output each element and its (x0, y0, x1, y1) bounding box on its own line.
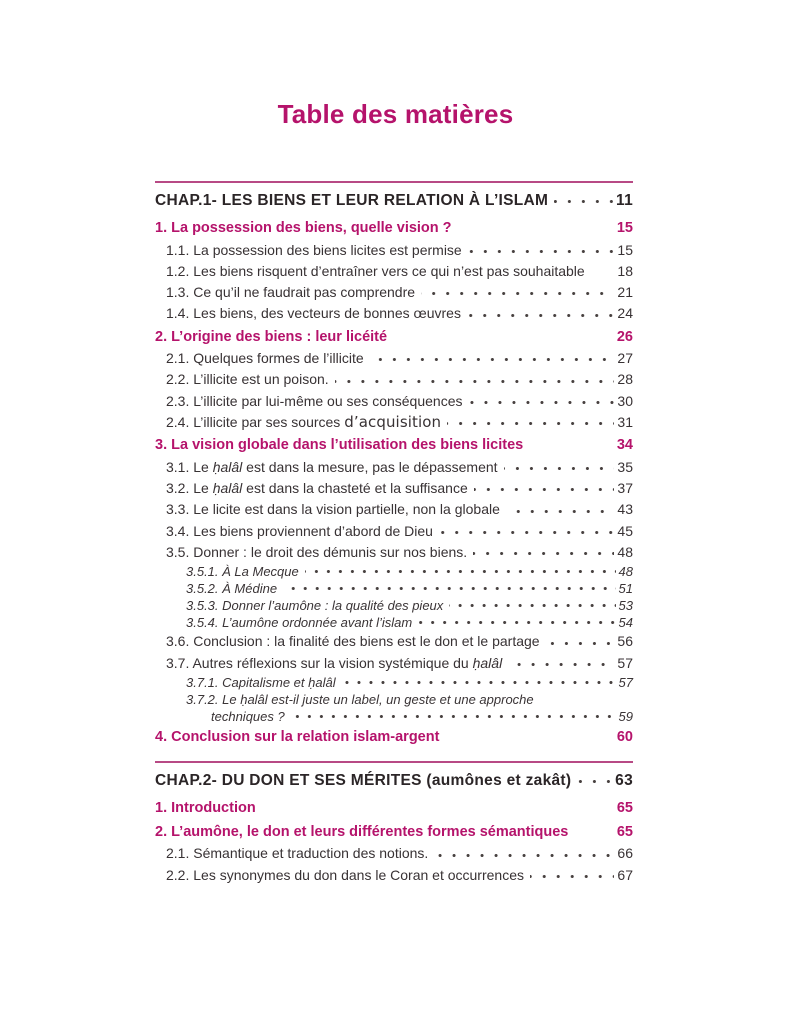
toc-entry-h2 (155, 369, 633, 390)
page-number: 11 (616, 192, 633, 209)
dot-leader (467, 309, 614, 322)
title-text-segment: 2.4. L’illicite par ses sources (166, 414, 345, 431)
toc-entry-title (155, 218, 452, 240)
dot-leader (370, 353, 615, 366)
toc-entry-h3 (155, 614, 633, 631)
page-number: 65 (616, 800, 633, 817)
toc-entry-h3 (155, 691, 633, 708)
dot-leader (546, 637, 615, 650)
toc-entry-h2 (155, 348, 633, 369)
toc-entry-title (166, 865, 524, 886)
title-text-segment: 3.6. Conclusion : la finalité des biens est le don et le partage (166, 633, 540, 650)
dot-leader (577, 775, 612, 788)
toc-entry-h2 (155, 521, 633, 542)
dot-leader (469, 396, 615, 409)
page-number: 53 (618, 598, 633, 614)
dot-leader (421, 287, 614, 300)
page-number: 54 (618, 615, 633, 631)
toc-entry-h2 (155, 282, 633, 303)
dot-leader (449, 600, 615, 611)
dot-leader (262, 804, 614, 817)
dot-leader (574, 827, 613, 840)
dot-leader (335, 375, 615, 388)
page-number: 26 (616, 328, 633, 345)
toc-entry-title (166, 303, 461, 324)
dot-leader (447, 417, 614, 430)
page-number: 34 (616, 437, 633, 454)
toc-entry-title (166, 348, 364, 369)
toc-entry-h2 (155, 865, 633, 886)
toc-entry-h3cont (155, 708, 633, 725)
toc-entry-chapter (155, 190, 633, 211)
toc-rule (155, 181, 633, 183)
title-text-segment: 3.1. Le (166, 458, 213, 475)
title-text-segment: 3.2. Le (166, 480, 213, 497)
title-text-segment: 2.3. L’illicite par lui-même ou ses conséquences (166, 392, 463, 409)
page-number: 48 (618, 564, 633, 580)
dot-leader (530, 870, 614, 883)
page-number: 37 (617, 480, 633, 497)
dot-leader (283, 583, 615, 594)
toc-entry-title (186, 597, 443, 614)
toc-entry-title (155, 770, 571, 791)
toc-entry-title (166, 457, 498, 478)
title-text-segment: 3.4. Les biens proviennent d’abord de Dieu (166, 522, 433, 539)
toc-entry-h2 (155, 542, 633, 563)
dot-leader (393, 332, 614, 345)
dot-leader (342, 677, 616, 688)
toc-entry-title (166, 369, 329, 390)
toc-entry-h1 (155, 727, 633, 749)
page-number: 31 (617, 414, 633, 431)
toc-entry-title (166, 391, 463, 412)
toc-entry-h3 (155, 580, 633, 597)
toc-entry-title (186, 563, 299, 580)
page-number: 18 (617, 262, 633, 279)
page-number: 57 (618, 674, 633, 690)
page-number: 21 (617, 284, 633, 301)
page-number: 35 (617, 458, 633, 475)
page-number: 48 (617, 544, 633, 561)
toc-entry-title (166, 542, 467, 563)
toc-entry-h1 (155, 435, 633, 457)
page-number: 56 (617, 633, 633, 650)
title-text-segment: 3.5.1. À La Mecque (186, 564, 299, 580)
title-altfont-segment: d’acquisition (344, 413, 442, 432)
dot-leader (445, 732, 613, 745)
toc-entry-title (166, 240, 462, 261)
title-text-segment: CHAP.2- DU DON ET SES MÉRITES (aumônes et zakât) (155, 772, 572, 790)
dot-leader (508, 658, 614, 671)
page-number: 65 (616, 823, 633, 840)
toc-entry-h1 (155, 218, 633, 240)
title-text-segment: est dans la chasteté et la suffisance (242, 480, 468, 497)
page-number: 15 (616, 220, 633, 236)
toc-entry-h2 (155, 412, 633, 433)
page-number: 27 (617, 350, 633, 367)
toc-entry-h2 (155, 478, 633, 499)
toc-entry-h1 (155, 798, 633, 820)
title-text-segment: 1.1. La possession des biens licites est permise (166, 241, 462, 258)
title-text-segment: techniques ? (211, 708, 285, 724)
title-text-segment: CHAP.1- LES BIENS ET LEUR RELATION À L’ISLAM (155, 192, 549, 209)
dot-leader (468, 245, 615, 258)
toc-entry-title (166, 478, 468, 499)
toc-entry-title (155, 435, 523, 457)
title-text-segment: est dans la mesure, pas le dépassement (242, 458, 498, 475)
toc-list (155, 168, 633, 886)
dot-leader (529, 441, 614, 454)
title-text-segment: 2. L’origine des biens : leur licéité (155, 328, 388, 345)
toc-entry-h1 (155, 822, 633, 844)
toc-rule (155, 761, 633, 763)
toc-entry-title (166, 843, 428, 864)
toc-entry-h2 (155, 261, 633, 282)
dot-leader (540, 694, 630, 705)
toc-entry-title (166, 653, 502, 674)
toc-entry-title (186, 691, 534, 708)
toc-entry-h2 (155, 499, 633, 520)
title-italic-segment: ḥalâl (472, 654, 503, 671)
page-number: 28 (617, 371, 633, 388)
toc-entry-h2 (155, 457, 633, 478)
toc-entry-h2 (155, 843, 633, 864)
toc-entry-title (186, 580, 277, 597)
toc-entry-h1 (155, 327, 633, 349)
toc-entry-title (166, 261, 585, 282)
toc-entry-h2 (155, 653, 633, 674)
page-number: 30 (617, 392, 633, 409)
page-number: 43 (617, 501, 633, 518)
page-number: 24 (617, 305, 633, 322)
toc-entry-title (155, 327, 387, 349)
toc-entry-title (155, 798, 256, 820)
dot-leader (458, 224, 614, 237)
title-text-segment: 3.7. Autres réflexions sur la vision systémique du (166, 654, 473, 671)
title-text-segment: 3. La vision globale dans l’utilisation des biens licites (155, 437, 524, 454)
page-number: 66 (617, 845, 633, 862)
toc-entry-h2 (155, 240, 633, 261)
toc-entry-title (186, 614, 412, 631)
dot-leader (305, 566, 616, 577)
toc-entry-h3 (155, 674, 633, 691)
toc-entry-h2 (155, 391, 633, 412)
toc-entry-h2 (155, 631, 633, 652)
title-text-segment: 1.4. Les biens, des vecteurs de bonnes œuvres (166, 305, 461, 322)
dot-leader (474, 483, 615, 496)
title-italic-segment: ḥalâl (212, 458, 243, 475)
toc-entry-title (155, 190, 548, 211)
title-text-segment: 2.2. L’illicite est un poison. (166, 371, 329, 388)
dot-leader (439, 526, 614, 539)
title-text-segment: 1.2. Les biens risquent d’entraîner vers ce qui n’est pas souhaitable (166, 262, 585, 279)
title-text-segment: 3.5.3. Donner l’aumône : la qualité des pieux (186, 598, 444, 614)
toc-entry-title (186, 674, 336, 691)
title-text-segment: 2.1. Sémantique et traduction des notions. (166, 845, 429, 862)
page-title: Table des matières (277, 99, 514, 129)
toc-entry-title (166, 412, 441, 433)
title-italic-segment: ḥalâl (212, 480, 243, 497)
dot-leader (291, 711, 616, 722)
toc-entry-h3 (155, 563, 633, 580)
dot-leader (591, 266, 615, 279)
title-text-segment: 3.5.2. À Médine (186, 581, 278, 597)
dot-leader (554, 195, 613, 208)
page-number: 51 (618, 581, 633, 597)
dot-leader (434, 849, 614, 862)
dot-leader (506, 505, 615, 518)
page-number: 60 (616, 728, 633, 745)
toc-entry-title (166, 499, 500, 520)
title-text-segment: 3.5.4. L’aumône ordonnée avant l’islam (186, 615, 413, 631)
dot-leader (418, 617, 615, 628)
page-number: 67 (617, 866, 633, 883)
title-text-segment: 3.7.1. Capitalisme et ḥalâl (186, 674, 336, 690)
title-text-segment: 2.1. Quelques formes de l’illicite (166, 350, 364, 367)
page-number: 45 (617, 522, 633, 539)
toc-entry-h2 (155, 303, 633, 324)
title-text-segment: 1. Introduction (155, 800, 256, 817)
toc-entry-chapter (155, 770, 633, 791)
toc-entry-h3 (155, 597, 633, 614)
title-text-segment: 3.7.2. Le ḥalâl est-il juste un label, un geste et une approche (186, 691, 534, 707)
toc-entry-title (166, 631, 540, 652)
toc-entry-title (211, 708, 285, 725)
page-number: 59 (618, 708, 633, 724)
page-number: 57 (617, 654, 633, 671)
title-text-segment: 3.3. Le licite est dans la vision partielle, non la globale (166, 501, 500, 518)
title-text-segment: 3.5. Donner : le droit des démunis sur nos biens. (166, 544, 468, 561)
page-number: 63 (615, 772, 633, 790)
toc-entry-title (155, 727, 439, 749)
title-text-segment: 4. Conclusion sur la relation islam-argent (155, 728, 440, 745)
dot-leader (504, 462, 615, 475)
page-number: 15 (617, 241, 633, 258)
toc-entry-title (166, 521, 433, 542)
title-text-segment: 2.2. Les synonymes du don dans le Coran et occurrences (166, 866, 524, 883)
dot-leader (473, 547, 614, 560)
title-text-segment: 2. L’aumône, le don et leurs différentes formes sémantiques (155, 823, 569, 840)
title-text-segment: 1.3. Ce qu’il ne faudrait pas comprendre (166, 284, 416, 301)
toc-entry-title (166, 282, 415, 303)
toc-entry-title (155, 822, 568, 844)
title-text-segment: 1. La possession des biens, quelle vision ? (155, 220, 452, 236)
